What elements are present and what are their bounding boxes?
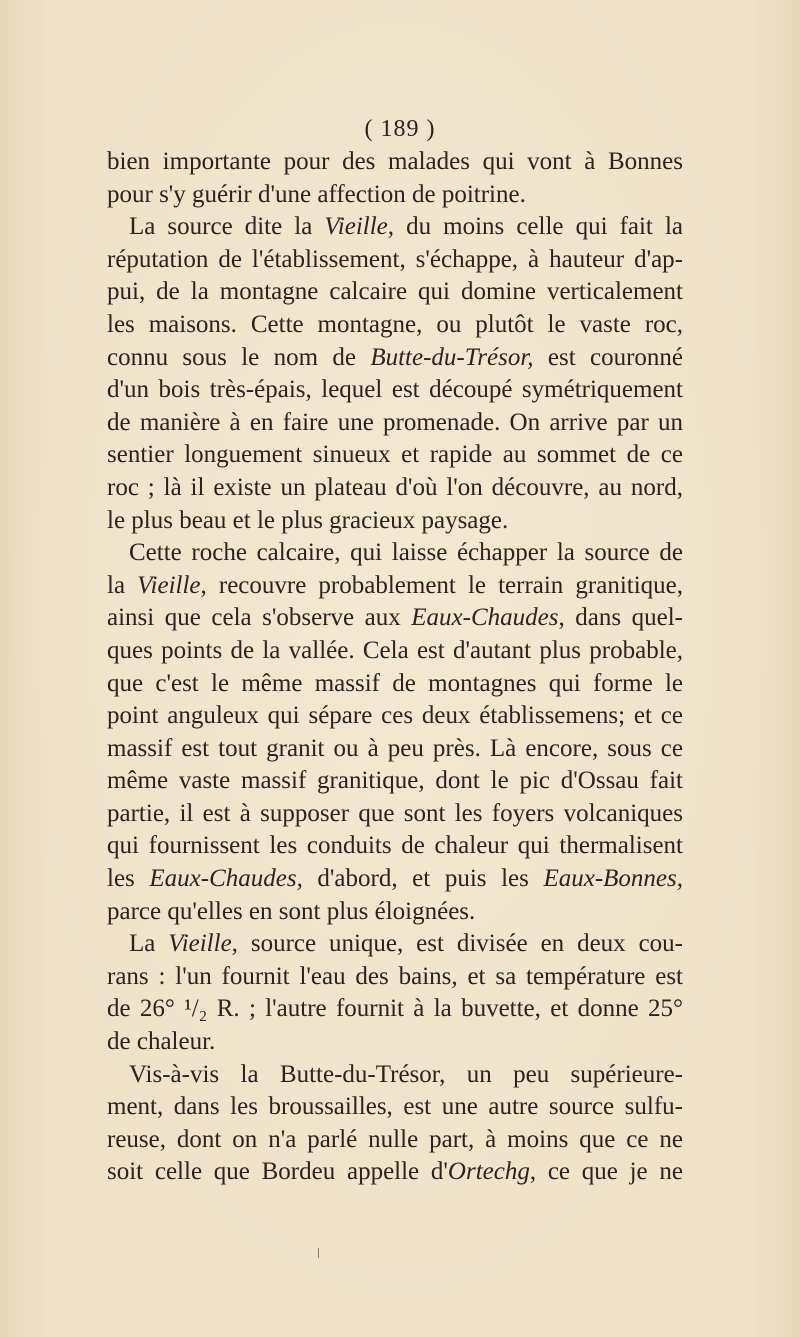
text-run: pour s'y guérir d'une affection de poitrine. [107,180,526,208]
text-line [107,146,683,179]
italic-text: Vieille, [168,930,238,958]
text-run: pui, de la montagne calcaire qui domine verticalement [107,278,683,306]
text-run: est couronné [533,343,683,371]
italic-text: Eaux-Chaudes [411,604,559,632]
text-line [107,244,683,277]
text-run: rans : l'un fournit l'eau des bains, et sa température est [107,962,683,990]
text-line [107,798,683,831]
ink-mark [318,1248,319,1258]
text-line [107,374,683,407]
italic-text: Ortechg [447,1158,530,1186]
text-line [107,439,683,472]
text-run: d'un bois très-épais, lequel est découpé symétriquement [107,376,683,404]
text-run: même vaste massif granitique, dont le pic d'Ossau fait [107,767,683,795]
text-line [107,602,683,635]
text-line [107,896,683,929]
text-line [107,765,683,798]
text-line [107,928,683,961]
text-line [107,863,683,896]
text-run: La source dite la [129,213,325,241]
text-run: de manière à en faire une promenade. On arrive par un [107,408,683,436]
text-line [107,309,683,342]
text-line [107,1026,683,1059]
page-number: ( 189 ) [364,116,436,142]
text-run: reuse, dont on n'a parlé nulle part, à moins que ce ne [107,1125,683,1153]
text-run: partie, il est à supposer que sont les foyers volcaniques [107,799,683,827]
text-run: la [107,571,138,599]
text-line [107,1156,683,1189]
text-run: , ce que je ne [529,1158,683,1186]
text-run: Cette roche calcaire, qui laisse échapper la source de [129,539,683,567]
text-run: connu sous le nom de [107,343,371,371]
text-run: bien importante pour des malades qui vont à Bonnes [107,148,683,175]
text-line [107,961,683,994]
text-line [107,733,683,766]
italic-text: Butte-du-Trésor, [370,343,534,371]
text-run: que c'est le même massif de montagnes qui forme le [107,669,683,697]
text-run: les maisons. Cette montagne, ou plutôt le vaste roc, [107,310,683,338]
text-run: les [107,865,150,893]
text-line [107,505,683,538]
text-run: sentier longuement sinueux et rapide au sommet de ce [107,441,683,469]
text-run: réputation de l'établissement, s'échappe, à hauteur d'ap- [107,245,683,273]
italic-text: Eaux-Bonnes, [543,865,683,893]
text-run: du moins celle qui fait la [394,213,683,241]
text-run: de chaleur. [107,1028,216,1056]
text-line [107,1059,683,1092]
italic-text: Eaux-Chaudes, [149,865,303,893]
text-line [107,179,683,212]
text-line [107,700,683,733]
text-line [107,1091,683,1124]
text-run: ques points de la vallée. Cela est d'autant plus probable, [107,636,683,664]
text-run: de 26° ¹/₂ R. ; l'autre fournit à la buvette, et donne 25° [107,995,683,1023]
text-run: La [129,930,169,958]
text-line [107,635,683,668]
text-run: ainsi que cela s'observe aux [107,604,412,632]
text-run: source unique, est divisée en deux cou- [237,930,683,958]
text-line [107,668,683,701]
text-line [107,276,683,309]
text-line [107,537,683,570]
text-run: qui fournissent les conduits de chaleur qui thermalisent [107,832,683,860]
text-run: massif est tout granit ou à peu près. Là encore, sous ce [107,734,683,762]
text-run: , dans quel- [558,604,683,632]
text-run: point anguleux qui sépare ces deux établissemens; et ce [107,702,683,730]
body-text [107,146,683,1189]
text-line [107,407,683,440]
text-run: , recouvre probablement le terrain granitique, [200,571,683,599]
text-run: soit celle que Bordeu appelle d' [107,1158,448,1186]
text-run: d'abord, et puis les [302,865,544,893]
text-line [107,211,683,244]
text-line [107,570,683,603]
text-line [107,830,683,863]
text-line [107,342,683,375]
text-line [107,993,683,1026]
text-line [107,1124,683,1157]
text-line [107,472,683,505]
text-run: Vis-à-vis la Butte-du-Trésor, un peu supérieure- [129,1060,683,1088]
italic-text: Vieille, [324,213,395,241]
text-run: roc ; là il existe un plateau d'où l'on découvre, au nord, [107,473,683,501]
text-run: ment, dans les broussailles, est une autre source sulfu- [107,1093,683,1121]
text-run: parce qu'elles en sont plus éloignées. [107,897,476,925]
text-run: le plus beau et le plus gracieux paysage. [107,506,509,534]
italic-text: Vieille [137,571,201,599]
